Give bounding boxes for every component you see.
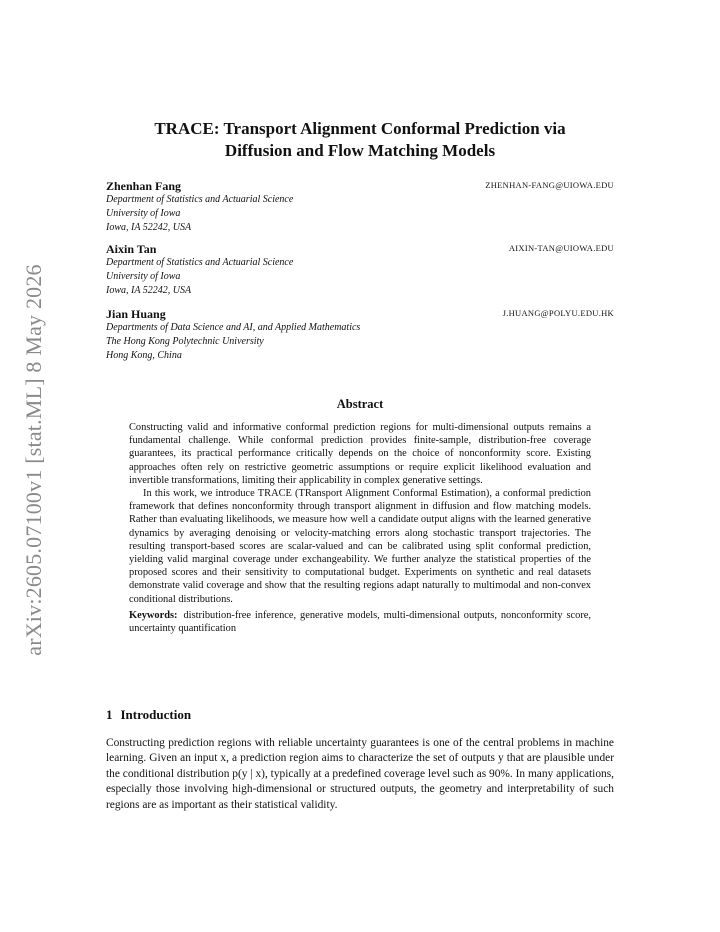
author-block xyxy=(106,307,614,363)
author-address: Iowa, IA 52242, USA xyxy=(106,285,192,296)
introduction-paragraph: Constructing prediction regions with reliable uncertainty guarantees is one of the central problems in machine learning. Given an input x, a prediction region aims to characterize the set of outputs y that are plausible under the conditional distribution p(y | x), typically at a predefined coverage level such as 90%. In many applications, especially those involving high-dimensional or structured outputs, the geometry and interpretability of such regions are as important as their statistical validity. xyxy=(106,737,614,811)
author-address: Iowa, IA 52242, USA xyxy=(106,222,192,233)
introduction-body xyxy=(106,736,614,813)
author-department: Department of Statistics and Actuarial Science xyxy=(106,257,294,268)
arxiv-identifier: arXiv:2605.07100v1 [stat.ML] 8 May 2026 xyxy=(21,264,46,656)
author-institution: University of Iowa xyxy=(106,271,181,282)
author-block xyxy=(106,179,614,235)
abstract-paragraph: In this work, we introduce TRACE (TRansport Alignment Conformal Estimation), a conformal prediction framework that defines nonconformity through transport alignment in diffusion and flow matching models. Rather than evaluating likelihoods, we measure how well a candidate output aligns with the learned generative dynamics by averaging denoising or velocity-matching errors along stochastic transport trajectories. The resulting transport-based scores are scalar-valued and can be calibrated using split conformal prediction, yielding valid marginal coverage under exchangeability. We further analyze the statistical properties of the proposed scores and their sensitivity to computational budget. Experiments on synthetic and real datasets demonstrate valid coverage and show that the resulting regions adapt naturally to multimodal and non-convex conditional distributions. xyxy=(129,488,591,605)
section-heading xyxy=(106,707,191,723)
author-email[interactable]: AIXIN-TAN@UIOWA.EDU xyxy=(508,243,614,253)
author-block xyxy=(106,242,614,298)
title-line-2: Diffusion and Flow Matching Models xyxy=(224,141,496,160)
author-institution: The Hong Kong Polytechnic University xyxy=(106,336,264,347)
author-name: Zhenhan Fang xyxy=(106,179,182,193)
section-number: 1 xyxy=(106,707,113,722)
paper-title xyxy=(0,118,720,162)
author-email[interactable]: ZHENHAN-FANG@UIOWA.EDU xyxy=(485,180,614,190)
author-address: Hong Kong, China xyxy=(106,350,182,361)
abstract-heading: Abstract xyxy=(336,397,384,411)
author-name: Jian Huang xyxy=(106,307,166,321)
abstract-body xyxy=(129,421,591,635)
section-title: Introduction xyxy=(120,707,192,722)
abstract-paragraph: Constructing valid and informative conformal prediction regions for multi-dimensional outputs remains a fundamental challenge. While conformal prediction provides finite-sample, distribution-free coverage guarantees, its practical performance critically depends on the choice of nonconformity score. Existing approaches often rely on restrictive geometric assumptions or require explicit likelihood evaluation and invertible transformations, limiting their applicability in complex generative settings. xyxy=(129,422,591,486)
keywords-label: Keywords: xyxy=(129,609,178,621)
author-department: Department of Statistics and Actuarial Science xyxy=(106,194,294,205)
author-email[interactable]: J.HUANG@POLYU.EDU.HK xyxy=(502,308,614,318)
author-institution: University of Iowa xyxy=(106,208,181,219)
keywords xyxy=(129,609,591,635)
author-department: Departments of Data Science and AI, and Applied Mathematics xyxy=(106,322,361,333)
author-name: Aixin Tan xyxy=(106,242,157,256)
title-line-1: TRACE: Transport Alignment Conformal Prediction via xyxy=(154,119,566,138)
keywords-list: distribution-free inference, generative models, multi-dimensional outputs, nonconformity score, uncertainty quantification xyxy=(129,609,591,635)
